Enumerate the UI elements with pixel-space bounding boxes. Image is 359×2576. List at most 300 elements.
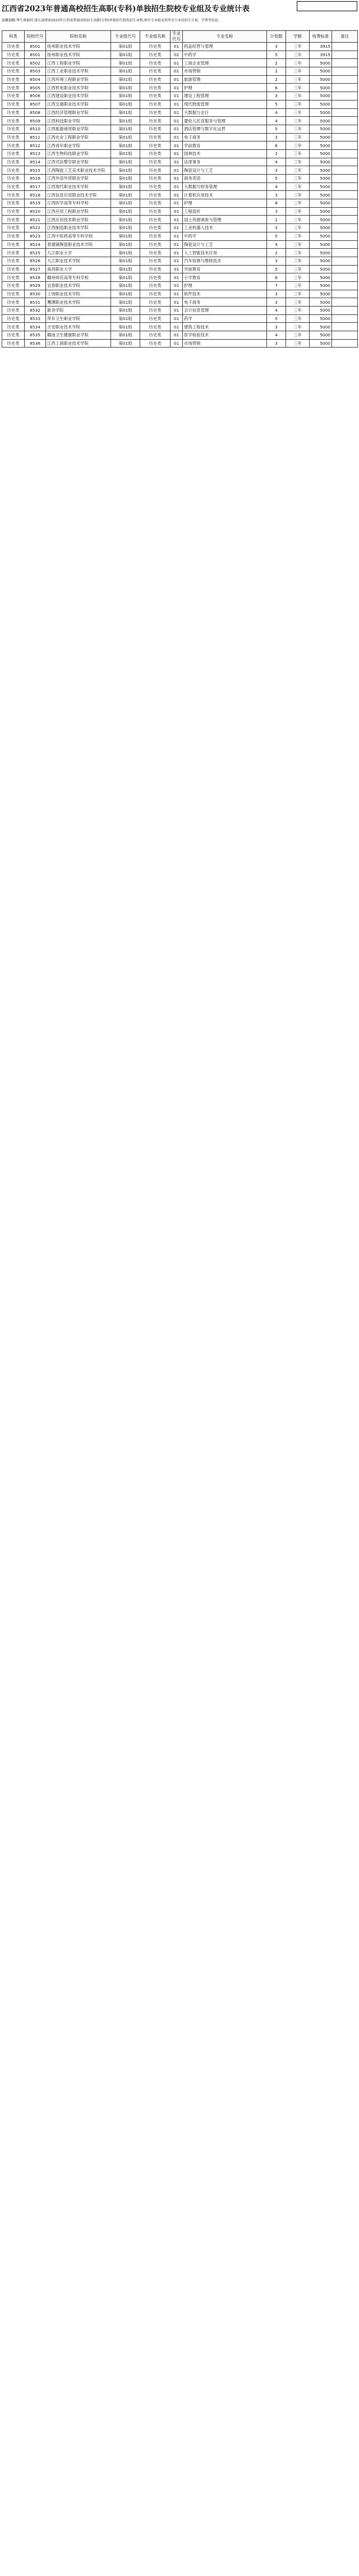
table-cell: 5000 [310,216,332,224]
table-row [2,75,358,84]
table-cell: 历史类 [2,207,25,216]
table-cell [332,141,358,150]
table-cell: 酒店管理与数字化运营 [183,125,267,133]
table-cell: 01 [171,43,183,51]
table-row [2,166,358,175]
table-cell [332,331,358,340]
table-cell: 三年 [286,216,310,224]
table-cell: 历史类 [2,224,25,232]
table-cell [332,175,358,183]
table-cell: 5000 [310,158,332,166]
table-cell: 第01组 [111,149,140,158]
table-cell [332,182,358,191]
table-cell: 工程造价 [183,207,267,216]
table-cell: 8536 [25,339,46,348]
table-cell [332,307,358,315]
table-cell: 历史类 [140,290,171,298]
table-cell: 三年 [286,339,310,348]
table-cell: 历史类 [2,117,25,125]
table-cell: 5000 [310,290,332,298]
table-cell: 历史类 [140,175,171,183]
table-cell: 8527 [25,265,46,273]
table-cell: 8517 [25,182,46,191]
table-cell: 5000 [310,182,332,191]
table-cell: 历史类 [140,117,171,125]
table-cell: 第01组 [111,75,140,84]
table-cell: 江西应用技术职业学院 [46,216,111,224]
table-cell: 8 [267,199,286,208]
header-cell: 专业名称 [183,31,267,43]
table-cell: 历史类 [140,339,171,348]
table-cell: 法律事务 [183,158,267,166]
table-cell: 4 [267,331,286,340]
table-cell: 2 [267,59,286,67]
table-cell: 5000 [310,224,332,232]
table-cell: 历史类 [140,240,171,249]
table-cell: 历史类 [140,158,171,166]
table-cell: 第01组 [111,117,140,125]
table-cell [332,240,358,249]
table-cell: 药品经营与管理 [183,43,267,51]
table-cell: 2 [267,149,286,158]
table-cell: 01 [171,175,183,183]
table-cell: 01 [171,232,183,240]
table-cell: 三年 [286,141,310,150]
table-cell: 鹰潭职业技术学院 [46,298,111,307]
table-row [2,84,358,92]
table-cell: 历史类 [2,232,25,240]
table-cell: 赣州师范高等专科学校 [46,273,111,282]
table-cell: 抚州职业技术学院 [46,43,111,51]
table-row [2,331,358,340]
table-cell: 江西环境工程职业学院 [46,75,111,84]
table-cell: 三年 [286,92,310,101]
table-cell: 8533 [25,314,46,323]
table-cell: 工商企业管理 [183,59,267,67]
table-cell: 8535 [25,331,46,340]
table-cell: 01 [171,117,183,125]
table-cell: 5000 [310,149,332,158]
table-cell [332,166,358,175]
table-cell: 历史类 [140,141,171,150]
table-cell: 6 [267,84,286,92]
table-cell: 01 [171,290,183,298]
table-cell: 江西青年职业学院 [46,141,111,150]
table-cell: 软件技术 [183,290,267,298]
table-cell: 8529 [25,281,46,290]
table-row [2,323,358,331]
table-cell: 01 [171,158,183,166]
table-cell: 三年 [286,59,310,67]
table-row [2,158,358,166]
table-cell: 三年 [286,273,310,282]
table-cell: 3 [267,323,286,331]
table-cell: 5000 [310,273,332,282]
table-cell: 01 [171,75,183,84]
table-cell [332,216,358,224]
table-cell: 5000 [310,307,332,315]
table-cell: 历史类 [140,199,171,208]
table-cell [332,232,358,240]
table-cell: 三年 [286,84,310,92]
table-cell: 三年 [286,175,310,183]
table-cell [332,298,358,307]
table-cell: 计算机应用技术 [183,191,267,199]
table-cell: 历史类 [2,158,25,166]
table-cell: 5000 [310,240,332,249]
table-cell: 8518 [25,191,46,199]
table-cell: 陶瓷设计与工艺 [183,240,267,249]
table-cell: 江西旅游商贸职业学院 [46,125,111,133]
table-cell: 赣南卫生健康职业学院 [46,331,111,340]
table-cell: 江西陶瓷工艺美术职业技术学院 [46,166,111,175]
table-cell: 第01组 [111,298,140,307]
table-cell: 5 [267,232,286,240]
table-cell: 三年 [286,314,310,323]
table-cell [332,314,358,323]
table-cell: 4 [267,240,286,249]
table-cell: 历史类 [2,166,25,175]
table-cell: 5000 [310,92,332,101]
table-cell: 历史类 [2,75,25,84]
table-cell: 九江职业技术学院 [46,257,111,265]
table-cell: 江西经济管理职业学院 [46,108,111,117]
table-cell: 第01组 [111,240,140,249]
table-cell: 第01组 [111,59,140,67]
table-cell: 历史类 [140,75,171,84]
table-cell: 01 [171,182,183,191]
table-cell: 历史类 [140,125,171,133]
table-cell: 01 [171,224,183,232]
table-cell: 历史类 [2,51,25,59]
table-cell: 01 [171,108,183,117]
table-cell: 2 [267,249,286,257]
table-cell: 8504 [25,75,46,84]
table-cell: 01 [171,84,183,92]
table-cell: 8521 [25,216,46,224]
table-cell [332,290,358,298]
table-cell: 旅游管理 [183,75,267,84]
table-row [2,249,358,257]
table-cell: 江西信息应用职业技术学院 [46,191,111,199]
table-cell: 5000 [310,298,332,307]
table-cell: 三年 [286,331,310,340]
table-cell [332,117,358,125]
table-row [2,67,358,76]
table-cell [332,67,358,76]
table-cell [332,108,358,117]
table-cell: 第01组 [111,224,140,232]
table-cell: 01 [171,199,183,208]
table-cell: 历史类 [2,216,25,224]
table-row [2,240,358,249]
table-cell: 中药学 [183,232,267,240]
table-cell: 第01组 [111,273,140,282]
table-cell: 历史类 [140,216,171,224]
table-cell: 历史类 [2,240,25,249]
table-cell: 3 [267,298,286,307]
table-cell: 01 [171,149,183,158]
table-cell: 01 [171,133,183,141]
table-cell: 5000 [310,265,332,273]
table-cell: 第01组 [111,331,140,340]
table-cell: 历史类 [2,339,25,348]
table-cell: 三年 [286,100,310,108]
table-cell: 3 [267,133,286,141]
table-cell: 4 [267,307,286,315]
table-cell: 第01组 [111,133,140,141]
table-cell: 新余学院 [46,307,111,315]
table-cell [332,84,358,92]
table-cell: 江西司法警官职业学院 [46,158,111,166]
table-cell: 8534 [25,323,46,331]
table-cell [332,199,358,208]
table-cell: 8501 [25,43,46,51]
table-cell: 第01组 [111,281,140,290]
table-row [2,149,358,158]
table-cell: 第01组 [111,249,140,257]
table-cell [332,224,358,232]
table-cell: 历史类 [2,108,25,117]
table-cell: 8514 [25,158,46,166]
table-cell [332,133,358,141]
table-cell [332,149,358,158]
table-cell: 景德镇陶瓷职业技术学院 [46,240,111,249]
table-row [2,100,358,108]
table-cell: 8510 [25,125,46,133]
table-cell: 历史类 [2,314,25,323]
table-cell: 历史类 [140,281,171,290]
table-row [2,298,358,307]
table-cell: 8525 [25,249,46,257]
table-cell: 02 [171,51,183,59]
table-header-row [2,31,358,43]
table-cell: 三年 [286,51,310,59]
table-cell: 8513 [25,149,46,158]
table-cell [332,92,358,101]
table-cell: 8503 [25,67,46,76]
table-cell: 3 [267,166,286,175]
table-cell: 8515 [25,166,46,175]
table-cell: 三年 [286,125,310,133]
table-cell: 01 [171,257,183,265]
table-cell [332,323,358,331]
table-cell: 三年 [286,182,310,191]
table-cell: 汽车检测与维修技术 [183,257,267,265]
table-cell: 8501 [25,51,46,59]
table-cell: 01 [171,67,183,76]
table-cell: 4 [267,158,286,166]
table-cell: 5000 [310,75,332,84]
table-cell: 历史类 [140,273,171,282]
table-cell: 7 [267,281,286,290]
table-cell: 宜春职业技术学院 [46,281,111,290]
table-cell: 第01组 [111,257,140,265]
table-cell: 01 [171,59,183,67]
table-cell: 第01组 [111,191,140,199]
table-cell: 历史类 [140,307,171,315]
table-cell: 三年 [286,307,310,315]
table-cell: 3915 [310,51,332,59]
table-cell: 三年 [286,290,310,298]
plan-table [2,30,358,348]
table-cell: 第01组 [111,108,140,117]
table-cell: 园林技术 [183,149,267,158]
table-cell: 第01组 [111,290,140,298]
table-cell: 3 [267,290,286,298]
table-cell: 5000 [310,125,332,133]
table-cell: 4 [267,108,286,117]
table-row [2,281,358,290]
table-cell: 历史类 [140,224,171,232]
table-cell: 01 [171,240,183,249]
table-cell: 历史类 [140,51,171,59]
corner-box [297,1,357,11]
table-cell: 市场营销 [183,339,267,348]
header-cell: 专业代号 [171,31,183,43]
header-cell: 院校名称 [46,31,111,43]
table-cell: 8530 [25,290,46,298]
table-cell: 第01组 [111,92,140,101]
table-cell: 第01组 [111,207,140,216]
table-cell: 历史类 [2,100,25,108]
table-cell: 历史类 [140,249,171,257]
table-cell: 历史类 [140,92,171,101]
table-row [2,191,358,199]
table-cell: 江西农业工程职业学院 [46,133,111,141]
table-cell: 历史类 [2,273,25,282]
table-cell: 历史类 [2,257,25,265]
table-row [2,216,358,224]
table-cell: 吉安职业技术学院 [46,323,111,331]
table-row [2,92,358,101]
table-cell: 历史类 [2,149,25,158]
header-cell: 收费标准 [310,31,332,43]
table-cell: 九江职业大学 [46,249,111,257]
table-cell: 历史类 [140,331,171,340]
table-cell: 01 [171,166,183,175]
table-cell: 01 [171,323,183,331]
table-cell: 01 [171,100,183,108]
table-cell: 三年 [286,281,310,290]
table-cell: 历史类 [2,59,25,67]
table-cell: 历史类 [2,125,25,133]
table-cell: 第01组 [111,307,140,315]
table-cell [332,75,358,84]
table-cell: 01 [171,216,183,224]
table-cell [332,125,358,133]
table-cell: 5000 [310,141,332,150]
table-cell: 01 [171,307,183,315]
table-cell: 3 [267,191,286,199]
table-cell: 江西生物科技职业学院 [46,149,111,158]
table-row [2,257,358,265]
table-cell: 5000 [310,166,332,175]
table-cell: 历史类 [2,182,25,191]
table-cell: 三年 [286,298,310,307]
table-cell: 2 [267,216,286,224]
table-cell: 三年 [286,75,310,84]
table-row [2,125,358,133]
table-cell: 历史类 [2,84,25,92]
table-cell: 市场营销 [183,67,267,76]
table-cell: 三年 [286,224,310,232]
table-cell: 三年 [286,149,310,158]
table-cell: 第01组 [111,339,140,348]
table-cell: 2 [267,67,286,76]
table-cell: 护理 [183,199,267,208]
table-cell: 江西制造职业技术学院 [46,224,111,232]
table-cell: 历史类 [2,249,25,257]
table-cell: 8502 [25,59,46,67]
table-cell: 01 [171,125,183,133]
table-cell: 5000 [310,191,332,199]
table-cell: 现代物流管理 [183,100,267,108]
table-cell: 3 [267,43,286,51]
table-cell: 第01组 [111,265,140,273]
table-cell: 历史类 [2,281,25,290]
table-cell: 5 [267,175,286,183]
table-cell: 小学教育 [183,273,267,282]
table-row [2,265,358,273]
table-cell: 5000 [310,331,332,340]
table-cell: 5000 [310,175,332,183]
table-row [2,207,358,216]
table-cell: 三年 [286,67,310,76]
header-cell: 院校代号 [25,31,46,43]
table-cell: 历史类 [140,133,171,141]
table-cell: 历史类 [140,323,171,331]
table-cell: 历史类 [140,108,171,117]
table-cell [332,191,358,199]
table-cell: 8523 [25,232,46,240]
table-cell: 8519 [25,199,46,208]
table-cell: 工业机器人技术 [183,224,267,232]
table-cell: 8505 [25,84,46,92]
table-row [2,224,358,232]
table-cell: 8512 [25,141,46,150]
table-cell: 学前教育 [183,141,267,150]
table-cell: 江西中医药高等专科学校 [46,232,111,240]
table-cell: 01 [171,249,183,257]
table-cell: 8508 [25,108,46,117]
table-cell: 3 [267,339,286,348]
table-cell: 商务英语 [183,175,267,183]
table-cell: 药学 [183,314,267,323]
table-cell: 6 [267,273,286,282]
table-cell [332,273,358,282]
table-cell [332,43,358,51]
table-cell: 8516 [25,175,46,183]
table-cell: 第01组 [111,125,140,133]
table-cell: 中药学 [183,51,267,59]
table-cell: 三年 [286,133,310,141]
table-cell: 3 [267,257,286,265]
table-row [2,339,358,348]
table-cell: 5000 [310,281,332,290]
table-row [2,141,358,150]
table-cell: 5000 [310,117,332,125]
table-cell: 三年 [286,108,310,117]
header-cell: 计划数 [267,31,286,43]
table-cell: 历史类 [140,43,171,51]
table-cell: 历史类 [2,141,25,150]
table-cell: 01 [171,298,183,307]
table-row [2,117,358,125]
table-cell: 三年 [286,166,310,175]
table-cell: 5000 [310,323,332,331]
table-cell: 三年 [286,117,310,125]
